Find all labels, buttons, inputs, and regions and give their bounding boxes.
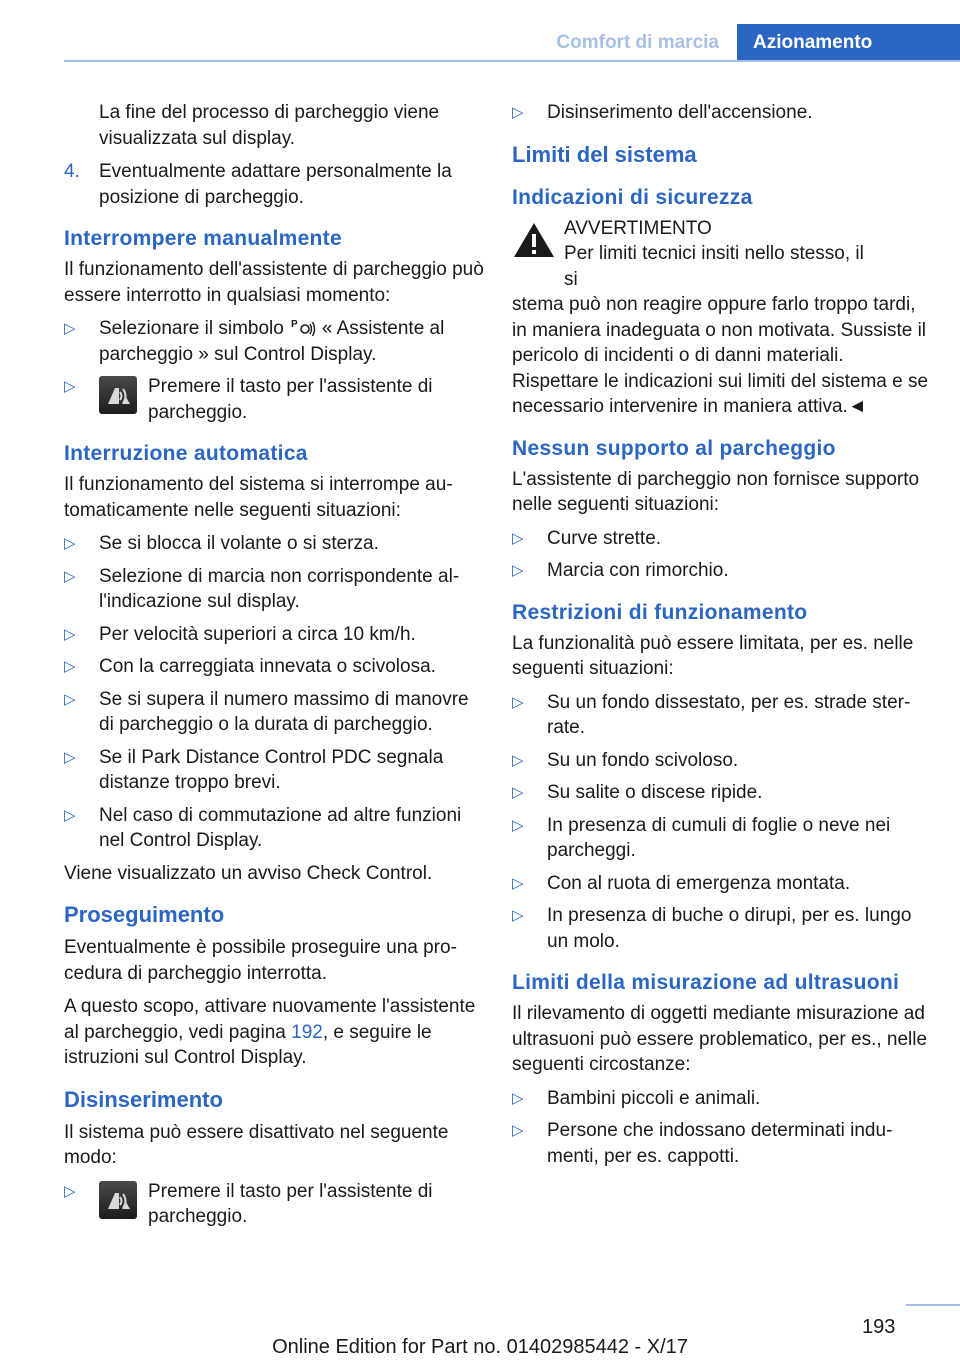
header-section: Comfort di marcia	[556, 32, 719, 53]
deactivation-list-cont	[512, 100, 932, 126]
list-item: ▷ Con la carreggiata innevata o scivolosa.	[64, 654, 484, 680]
parking-assistant-button-icon	[99, 376, 137, 414]
bullet-icon: ▷	[64, 806, 76, 824]
heading-deactivation: Disinserimento	[64, 1086, 223, 1112]
list-item	[64, 1179, 484, 1230]
footer-edition: Online Edition for Part no. 01402985442 - X/17	[272, 1336, 688, 1358]
heading-ultrasound-limits: Limiti della misurazione ad ultrasuoni	[512, 971, 900, 994]
step-number: 4.	[64, 161, 80, 182]
page-number-divider	[906, 1304, 960, 1306]
list-item: ▷ Su un fondo dissestato, per es. strade sterrate.	[512, 690, 932, 741]
auto-after-text: Viene visualizzato un avviso Check Control.	[64, 862, 433, 884]
bullet-icon: ▷	[64, 320, 76, 337]
auto-text: Il funzionamento del sistema si interrompe automaticamente nelle seguenti situazioni:	[64, 474, 453, 521]
parking-assistant-button-icon	[99, 1181, 137, 1219]
page-number: 193	[862, 1316, 896, 1338]
list-item	[64, 374, 484, 425]
list-item: ▷ Su salite o discese ripide.	[512, 780, 932, 806]
parking-assistant-symbol-icon	[290, 318, 316, 336]
continue-text-1: Eventualmente è possibile proseguire una procedura di parcheggio interrotta.	[64, 937, 457, 984]
bullet-icon: ▷	[64, 658, 76, 675]
list-item: ▷ Selezione di marcia non corrispondente all'indicazione sul display.	[64, 564, 484, 615]
manual-b1-pre: Selezionare il simbolo	[99, 318, 284, 339]
step-text: Eventualmente adattare personalmente la posizione di parcheggio.	[99, 161, 452, 208]
bullet-icon: ▷	[64, 535, 76, 552]
heading-restrictions: Restrizioni di funzionamento	[512, 600, 808, 624]
list-item: ▷ Disinserimento dell'accensione.	[512, 100, 932, 126]
left-column	[64, 100, 484, 1237]
list-item: ▷ Se si supera il numero massimo di manovre di parcheggio o la durata di parcheggio.	[64, 687, 484, 738]
heading-no-support: Nessun supporto al parcheggio	[512, 436, 836, 460]
bullet-icon: ▷	[64, 567, 76, 585]
warning-block	[512, 216, 932, 293]
bullet-icon: ▷	[512, 104, 524, 121]
bullet-icon: ▷	[512, 1122, 524, 1139]
manual-list	[64, 316, 484, 425]
warning-title: AVVERTIMENTO	[564, 217, 712, 239]
list-item: ▷ In presenza di cumuli di foglie o neve nei parcheggi.	[512, 813, 932, 864]
warning-triangle-icon	[512, 220, 556, 260]
deactivation-text: Il sistema può essere disattivato nel seguente modo:	[64, 1121, 449, 1168]
deactivation-list	[64, 1179, 484, 1230]
auto-list	[64, 531, 484, 854]
list-item: ▷ Con al ruota di emergenza montata.	[512, 871, 932, 897]
bullet-icon: ▷	[512, 751, 524, 769]
bullet-icon: ▷	[64, 748, 76, 766]
page-link[interactable]: 192	[291, 1021, 323, 1043]
header-chapter: Azionamento	[737, 24, 960, 62]
bullet-icon: ▷	[512, 874, 524, 892]
bullet-icon: ▷	[512, 907, 524, 924]
manual-b1-post: « Assistente al parcheggio » sul Control Display.	[99, 318, 445, 365]
list-item: ▷ Se il Park Distance Control PDC segnala distanze troppo brevi.	[64, 745, 484, 796]
continue-text-2: A questo scopo, attivare nuovamente l'assistente al parcheggio, vedi pagina 192, e seguire le istruzioni sul Control Display.	[64, 996, 476, 1068]
heading-auto-stop: Interruzione automatica	[64, 442, 308, 465]
bullet-icon: ▷	[512, 562, 524, 579]
no-support-list	[512, 526, 932, 584]
svg-text:P: P	[290, 319, 298, 330]
manual-text: Il funzionamento dell'assistente di parcheggio può essere interrotto in qualsiasi momento:	[64, 259, 484, 306]
warning-text: stema può non reagire oppure farlo troppo tardi, in maniera inadeguata o non motivata. Sussiste il pericolo di incidenti o di danni materiali. Rispettare le indicazioni sui limiti del sistema e se necessario intervenire in maniera attiva.◄	[512, 294, 929, 417]
heading-manual-stop: Interrompere manualmente	[64, 227, 342, 250]
bullet-icon: ▷	[512, 529, 524, 547]
intro-text: La fine del processo di parcheggio viene visualizzata sul display.	[99, 102, 440, 149]
header-divider	[64, 60, 960, 62]
bullet-icon: ▷	[64, 1182, 76, 1200]
list-item: ▷ Per velocità superiori a circa 10 km/h.	[64, 622, 484, 648]
deactivation-b1-text: Premere il tasto per l'assistente di parcheggio.	[148, 1180, 433, 1227]
step-4	[64, 159, 484, 210]
no-support-text: L'assistente di parcheggio non fornisce supporto nelle seguenti situazioni:	[512, 468, 920, 515]
list-item: ▷ Curve strette.	[512, 526, 932, 552]
list-item: ▷ Se si blocca il volante o si sterza.	[64, 531, 484, 557]
list-item: ▷ Su un fondo scivoloso.	[512, 748, 932, 774]
list-item: ▷ Persone che indossano determinati indumenti, per es. cappotti.	[512, 1118, 932, 1169]
ultrasound-list	[512, 1086, 932, 1170]
warning-text-first: Per limiti tecnici insiti nello stesso, il si	[564, 243, 864, 290]
heading-continue: Proseguimento	[64, 902, 225, 927]
ultrasound-text: Il rilevamento di oggetti mediante misurazione ad ultrasuoni può essere problematico, per es., nelle seguenti circostanze:	[512, 1003, 928, 1075]
bullet-icon: ▷	[512, 1089, 524, 1107]
list-item: ▷ Nel caso di commutazione ad altre funzioni nel Control Display.	[64, 803, 484, 854]
list-item: ▷ Bambini piccoli e animali.	[512, 1086, 932, 1112]
manual-b2-text: Premere il tasto per l'assistente di parcheggio.	[148, 376, 433, 423]
bullet-icon: ▷	[64, 378, 76, 395]
list-item: ▷ Marcia con rimorchio.	[512, 558, 932, 584]
bullet-icon: ▷	[512, 816, 524, 834]
list-item	[64, 316, 484, 367]
bullet-icon: ▷	[64, 625, 76, 643]
heading-system-limits: Limiti del sistema	[512, 141, 697, 167]
bullet-icon: ▷	[512, 693, 524, 711]
list-item: ▷ In presenza di buche o dirupi, per es. lungo un molo.	[512, 903, 932, 954]
bullet-icon: ▷	[512, 784, 524, 801]
restrictions-text: La funzionalità può essere limitata, per es. nelle seguenti situazioni:	[512, 632, 914, 679]
restrictions-list	[512, 690, 932, 955]
bullet-icon: ▷	[64, 690, 76, 708]
heading-safety: Indicazioni di sicurezza	[512, 185, 753, 209]
right-column	[512, 100, 932, 1176]
